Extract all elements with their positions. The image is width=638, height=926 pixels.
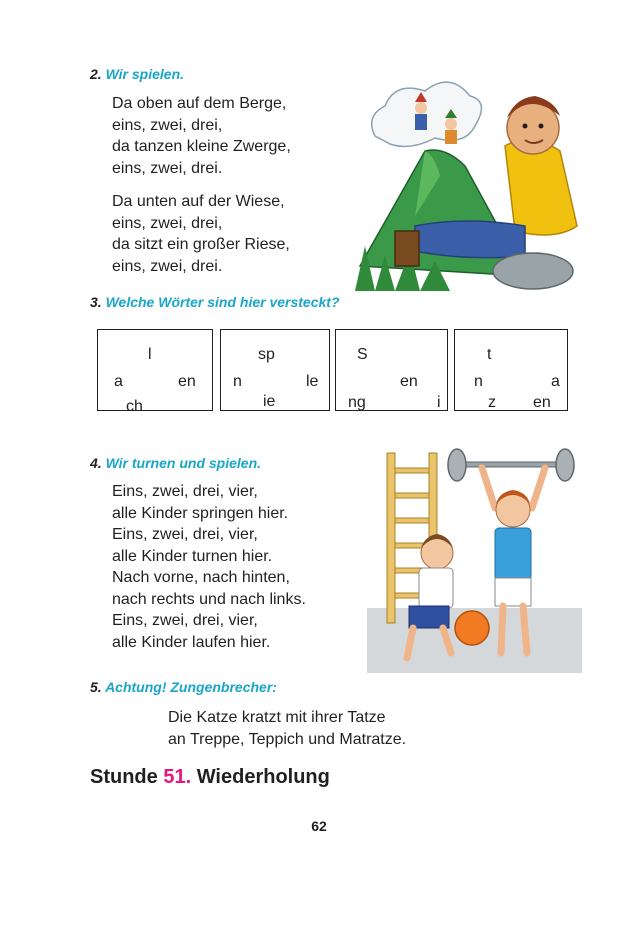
- exercise-2-stanza-2: [112, 191, 290, 277]
- mountain-giant-dwarves-illustration: [355, 66, 583, 291]
- verse-line: eins, zwei, drei,: [112, 116, 223, 134]
- exercise-3-heading: 3. Welche Wörter sind hier versteckt?: [90, 294, 340, 310]
- exercise-4-heading: 4. Wir turnen und spielen.: [90, 455, 262, 471]
- letter-fragment: n: [233, 373, 242, 390]
- letter-fragment: en: [533, 394, 551, 411]
- word-puzzle-box: [454, 329, 568, 411]
- verse-line: eins, zwei, drei.: [112, 257, 223, 275]
- word-puzzle-box: [97, 329, 213, 415]
- verse-line: da tanzen kleine Zwerge,: [112, 138, 291, 155]
- verse-line: an Treppe, Teppich und Matratze.: [168, 730, 407, 748]
- letter-fragment: t: [487, 346, 492, 363]
- exercise-4-verse: [112, 481, 306, 653]
- verse-line: Da unten auf der Wiese,: [112, 193, 285, 210]
- exercise-2-stanza-1: [112, 93, 291, 179]
- lesson-heading: Stunde 51. Wiederholung: [90, 766, 330, 788]
- children-gymnastics-illustration: [367, 448, 582, 673]
- verse-line: Nach vorne, nach hinten,: [112, 569, 290, 586]
- tongue-twister: [168, 707, 406, 750]
- verse-line: eins, zwei, drei.: [112, 159, 223, 177]
- verse-line: Eins, zwei, drei, vier,: [112, 526, 258, 543]
- letter-fragment: i: [437, 394, 441, 411]
- letter-fragment: l: [148, 346, 152, 363]
- verse-line: alle Kinder turnen hier.: [112, 547, 273, 565]
- letter-fragment: en: [400, 373, 418, 390]
- verse-line: Eins, zwei, drei, vier,: [112, 612, 258, 629]
- letter-fragment: S: [357, 346, 368, 363]
- letter-fragment: le: [306, 373, 319, 390]
- verse-line: Da oben auf dem Berge,: [112, 95, 287, 112]
- letter-fragment: ie: [263, 393, 276, 410]
- word-puzzle-box: [220, 329, 330, 411]
- verse-line: Eins, zwei, drei, vier,: [112, 483, 258, 500]
- verse-line: da sitzt ein großer Riese,: [112, 236, 290, 253]
- letter-fragment: en: [178, 373, 196, 390]
- letter-fragment: a: [114, 373, 123, 390]
- verse-line: eins, zwei, drei,: [112, 214, 223, 232]
- verse-line: nach rechts und nach links.: [112, 590, 306, 608]
- verse-line: alle Kinder laufen hier.: [112, 633, 271, 651]
- exercise-2-heading: 2. Wir spielen.: [90, 66, 185, 82]
- exercise-5-heading: 5. Achtung! Zungenbrecher:: [90, 679, 277, 695]
- page-number: 62: [311, 818, 327, 834]
- letter-fragment: ng: [348, 394, 366, 411]
- letter-fragment: a: [551, 373, 560, 390]
- letter-fragment: sp: [258, 346, 275, 363]
- word-puzzle-box: [335, 329, 448, 411]
- verse-line: alle Kinder springen hier.: [112, 504, 289, 522]
- letter-fragment: ch: [126, 398, 143, 415]
- verse-line: Die Katze kratzt mit ihrer Tatze: [168, 709, 386, 726]
- letter-fragment: z: [488, 394, 496, 411]
- letter-fragment: n: [474, 373, 483, 390]
